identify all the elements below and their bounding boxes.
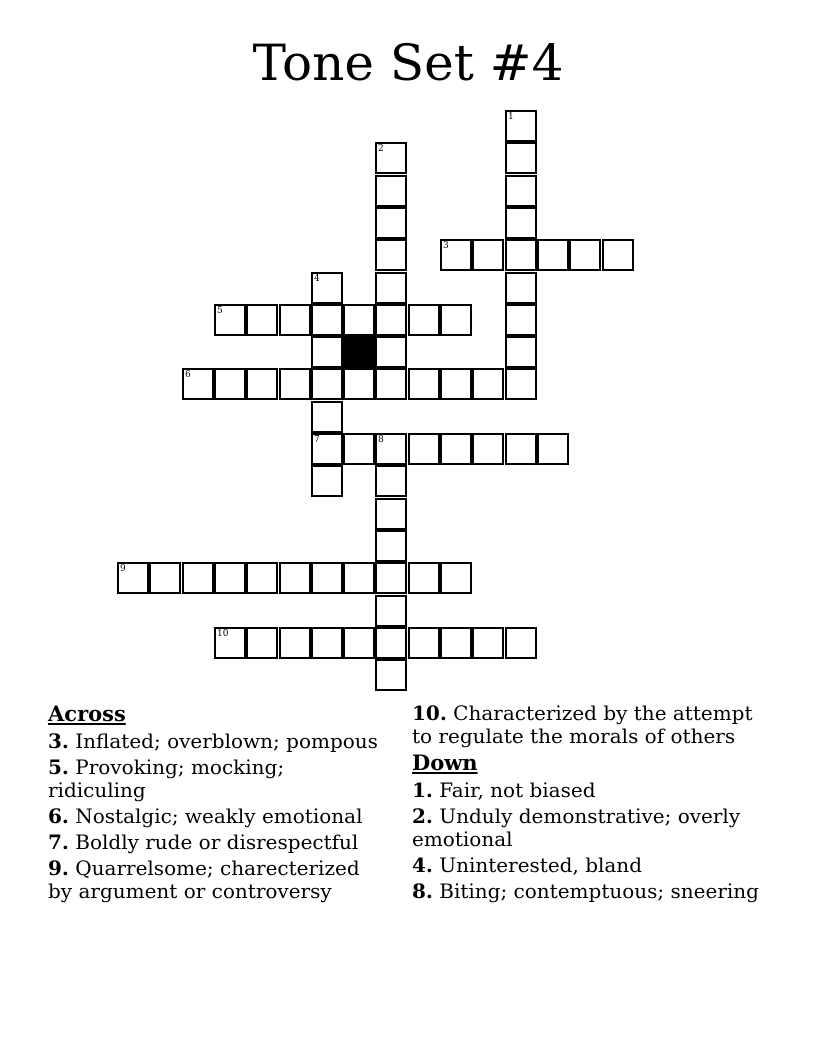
grid-cell[interactable] [375, 239, 407, 271]
clue-across-10 [412, 702, 772, 748]
grid-cell[interactable] [149, 562, 181, 594]
grid-cell[interactable] [505, 175, 537, 207]
clue-text: Inflated; overblown; pompous [75, 729, 378, 753]
puzzle-title: Tone Set #4 [252, 34, 564, 92]
clue-number: 9. [48, 856, 69, 880]
clue-across-9 [48, 857, 388, 903]
clue-number: 6. [48, 804, 69, 828]
black-cell [343, 336, 375, 368]
grid-cell[interactable] [375, 530, 407, 562]
clue-text: Unduly demonstrative; overly emotional [412, 804, 741, 851]
grid-cell[interactable] [214, 627, 246, 659]
grid-cell[interactable] [375, 465, 407, 497]
grid-cell[interactable] [375, 175, 407, 207]
grid-cell[interactable] [408, 627, 440, 659]
cell-number: 1 [508, 112, 514, 122]
grid-cell[interactable] [505, 304, 537, 336]
grid-cell[interactable] [537, 433, 569, 465]
grid-cell[interactable] [408, 562, 440, 594]
clue-number: 1. [412, 778, 433, 802]
clue-across-5 [48, 756, 388, 802]
grid-cell[interactable] [246, 627, 278, 659]
grid-cell[interactable] [375, 627, 407, 659]
grid-cell[interactable] [311, 401, 343, 433]
grid-cell[interactable] [408, 433, 440, 465]
clue-across-3 [48, 730, 388, 753]
grid-cell[interactable] [375, 562, 407, 594]
cell-number: 8 [378, 435, 384, 445]
clue-text: Quarrelsome; charecterized by argument or controversy [48, 856, 360, 903]
grid-cell[interactable] [375, 498, 407, 530]
grid-cell[interactable] [472, 433, 504, 465]
grid-cell[interactable] [182, 562, 214, 594]
cell-number: 6 [185, 370, 191, 380]
grid-cell[interactable] [311, 465, 343, 497]
clue-text: Biting; contemptuous; sneering [439, 879, 759, 903]
clue-text: Characterized by the attempt to regulate the morals of others [412, 701, 753, 748]
grid-cell[interactable] [505, 110, 537, 142]
cell-number: 2 [378, 144, 384, 154]
grid-cell[interactable] [311, 562, 343, 594]
cell-number: 5 [217, 306, 223, 316]
grid-cell[interactable] [472, 368, 504, 400]
clue-down-2 [412, 805, 772, 851]
grid-cell[interactable] [311, 336, 343, 368]
grid-cell[interactable] [246, 562, 278, 594]
clue-text: Uninterested, bland [439, 853, 642, 877]
grid-cell[interactable] [311, 433, 343, 465]
grid-cell[interactable] [440, 239, 472, 271]
grid-cell[interactable] [472, 627, 504, 659]
grid-cell[interactable] [375, 304, 407, 336]
grid-cell[interactable] [375, 659, 407, 691]
grid-cell[interactable] [505, 272, 537, 304]
grid-cell[interactable] [505, 336, 537, 368]
grid-cell[interactable] [505, 368, 537, 400]
grid-cell[interactable] [440, 433, 472, 465]
grid-cell[interactable] [311, 627, 343, 659]
grid-cell[interactable] [375, 272, 407, 304]
grid-cell[interactable] [505, 239, 537, 271]
clue-across-7 [48, 831, 388, 854]
clue-down-1 [412, 779, 772, 802]
grid-cell[interactable] [375, 336, 407, 368]
grid-cell[interactable] [246, 304, 278, 336]
grid-cell[interactable] [279, 562, 311, 594]
clue-number: 10. [412, 701, 447, 725]
clue-number: 4. [412, 853, 433, 877]
grid-cell[interactable] [602, 239, 634, 271]
grid-cell[interactable] [537, 239, 569, 271]
grid-cell[interactable] [311, 272, 343, 304]
grid-cell[interactable] [440, 562, 472, 594]
grid-cell[interactable] [279, 368, 311, 400]
grid-cell[interactable] [279, 627, 311, 659]
grid-cell[interactable] [375, 595, 407, 627]
grid-cell[interactable] [311, 304, 343, 336]
grid-cell[interactable] [117, 562, 149, 594]
cell-number: 7 [314, 435, 320, 445]
across-heading: Across [48, 701, 126, 726]
grid-cell[interactable] [279, 304, 311, 336]
grid-cell[interactable] [505, 207, 537, 239]
grid-cell[interactable] [246, 368, 278, 400]
grid-cell[interactable] [311, 368, 343, 400]
grid-cell[interactable] [505, 142, 537, 174]
clue-number: 5. [48, 755, 69, 779]
clue-across-6 [48, 805, 388, 828]
grid-cell[interactable] [214, 368, 246, 400]
clue-text: Boldly rude or disrespectful [75, 830, 359, 854]
grid-cell[interactable] [440, 368, 472, 400]
down-heading: Down [412, 750, 478, 775]
grid-cell[interactable] [408, 368, 440, 400]
grid-cell[interactable] [182, 368, 214, 400]
grid-cell[interactable] [408, 304, 440, 336]
cell-number: 4 [314, 274, 320, 284]
clues-column-right [412, 702, 772, 906]
clue-number: 2. [412, 804, 433, 828]
grid-cell[interactable] [440, 304, 472, 336]
grid-cell[interactable] [375, 207, 407, 239]
cell-number: 10 [217, 629, 229, 639]
clue-number: 7. [48, 830, 69, 854]
grid-cell[interactable] [343, 304, 375, 336]
grid-cell[interactable] [214, 562, 246, 594]
clue-number: 8. [412, 879, 433, 903]
grid-cell[interactable] [214, 304, 246, 336]
grid-cell[interactable] [440, 627, 472, 659]
grid-cell[interactable] [343, 433, 375, 465]
grid-cell[interactable] [569, 239, 601, 271]
grid-cell[interactable] [343, 562, 375, 594]
grid-cell[interactable] [343, 368, 375, 400]
grid-cell[interactable] [505, 433, 537, 465]
grid-cell[interactable] [505, 627, 537, 659]
grid-cell[interactable] [472, 239, 504, 271]
clue-text: Fair, not biased [439, 778, 596, 802]
grid-cell[interactable] [375, 433, 407, 465]
clue-down-4 [412, 854, 772, 877]
cell-number: 9 [120, 564, 126, 574]
grid-cell[interactable] [343, 627, 375, 659]
clues-column-left [48, 702, 388, 906]
clue-down-8 [412, 880, 772, 903]
grid-cell[interactable] [375, 142, 407, 174]
cell-number: 3 [443, 241, 449, 251]
clue-number: 3. [48, 729, 69, 753]
clue-text: Provoking; mocking; ridiculing [48, 755, 285, 802]
clue-text: Nostalgic; weakly emotional [75, 804, 363, 828]
grid-cell[interactable] [375, 368, 407, 400]
